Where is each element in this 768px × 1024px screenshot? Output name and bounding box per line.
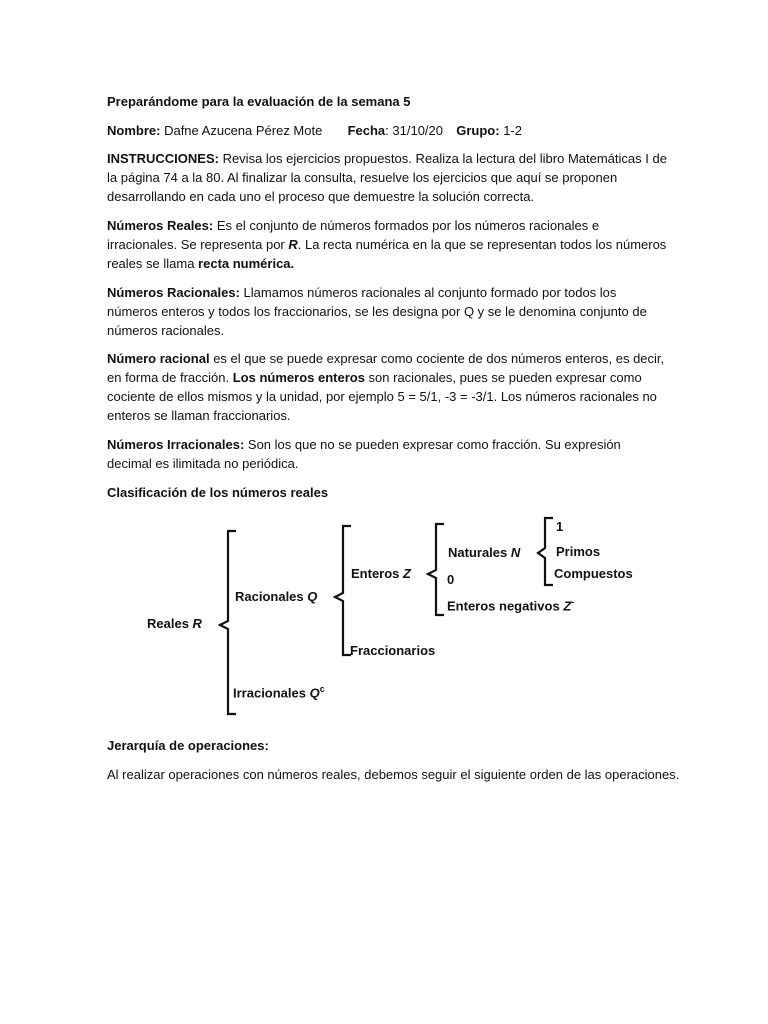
jerarquia-text: Al realizar operaciones con números reales, debemos seguir el siguiente orden de las operaciones. <box>107 767 680 782</box>
instrucciones-label: INSTRUCCIONES: <box>107 151 219 166</box>
grupo-value: 1-2 <box>503 123 522 138</box>
reales-bold-end: recta numérica. <box>198 256 295 271</box>
label-reales <box>147 616 202 631</box>
label-primos-text: Primos <box>556 544 601 559</box>
jerarquia-title: Jerarquía de operaciones: <box>107 738 269 753</box>
title-text: Preparándome para la evaluación de la semana 5 <box>107 94 411 109</box>
label-irracionales <box>233 684 325 700</box>
label-racionales <box>235 589 317 604</box>
clasificacion-title: Clasificación de los números reales <box>107 485 329 500</box>
label-irracionales-text: Irracionales <box>233 685 310 701</box>
instrucciones-text: Revisa los ejercicios propuestos. Realiza la lectura del libro Matemáticas I de la página 74 a la 80. Al finalizar la consulta, resuelve los ejercicios que aquí se proponen desarrollando en cada uno el proceso que demuestre la solución correcta. <box>107 151 667 204</box>
label-reales-sym: R <box>192 616 202 631</box>
label-naturales <box>448 545 520 560</box>
racionales-text: Llamamos números racionales al conjunto formado por todos los números enteros y todos los fraccionarios, se les designa por Q y se le denomina conjunto de números racionales. <box>107 285 647 338</box>
label-racionales-text: Racionales <box>235 589 308 604</box>
label-compuestos <box>554 566 633 581</box>
reales-text2: . La recta numérica en la que se representan todos los números reales se llama <box>107 237 667 271</box>
reales-text1: Es el conjunto de números formados por los números racionales e irracionales. Se representa por <box>107 218 600 252</box>
label-negativos-sup: - <box>571 597 575 607</box>
label-enteros-text: Enteros <box>351 566 404 581</box>
racional-label: Número racional <box>107 351 210 366</box>
label-negativos-sym: Z <box>563 598 572 614</box>
nombre-value: Dafne Azucena Pérez Mote <box>164 123 323 138</box>
label-naturales-sym: N <box>510 545 521 560</box>
label-negativos-text: Enteros negativos <box>447 598 564 614</box>
jerarquia-heading <box>107 736 667 755</box>
label-cero <box>447 572 454 587</box>
racional-bold-mid: Los números enteros <box>232 370 365 385</box>
label-enteros-sym: Z <box>403 566 411 581</box>
label-reales-text: Reales <box>147 616 193 631</box>
reales-label: Números Reales: <box>107 218 214 233</box>
label-compuestos-text: Compuestos <box>554 566 633 581</box>
racional-text1: es el que se puede expresar como cociente de dos números enteros, es decir, en forma de fracción. <box>107 351 665 385</box>
label-fraccionarios-text: Fraccionarios <box>350 643 436 658</box>
irracionales-label: Números Irracionales: <box>107 437 245 452</box>
label-uno-text: 1 <box>556 519 564 534</box>
racional-text2: son racionales, pues se pueden expresar como cociente de ellos mismos y la unidad, por ejemplo 5 = 5/1, -3 = -3/1. Los números racionales no enteros se llaman fraccionarios. <box>107 370 657 423</box>
label-naturales-text: Naturales <box>448 545 511 560</box>
irracionales-text: Son los que no se pueden expresar como fracción. Su expresión decimal es ilimitada no periódica. <box>107 437 621 471</box>
fecha-label: Fecha <box>347 123 386 138</box>
label-negativos <box>447 597 574 613</box>
label-cero-text: 0 <box>447 572 455 587</box>
grupo-label: Grupo: <box>456 123 500 138</box>
bracket-racionales <box>335 526 351 655</box>
label-uno <box>556 519 563 534</box>
jerarquia-paragraph <box>107 765 707 784</box>
bracket-enteros <box>428 524 444 615</box>
label-fraccionarios <box>350 643 435 658</box>
label-racionales-sym: Q <box>307 589 318 604</box>
bracket-naturales <box>538 518 553 585</box>
label-irracionales-sym: Q <box>309 685 320 701</box>
label-irracionales-sup: c <box>319 684 325 694</box>
label-primos <box>556 544 600 559</box>
label-enteros <box>351 566 411 581</box>
reales-symbol: R <box>288 237 298 252</box>
nombre-label: Nombre: <box>107 123 161 138</box>
fecha-value: : 31/10/20 <box>385 123 443 138</box>
racionales-label: Números Racionales: <box>107 285 240 300</box>
